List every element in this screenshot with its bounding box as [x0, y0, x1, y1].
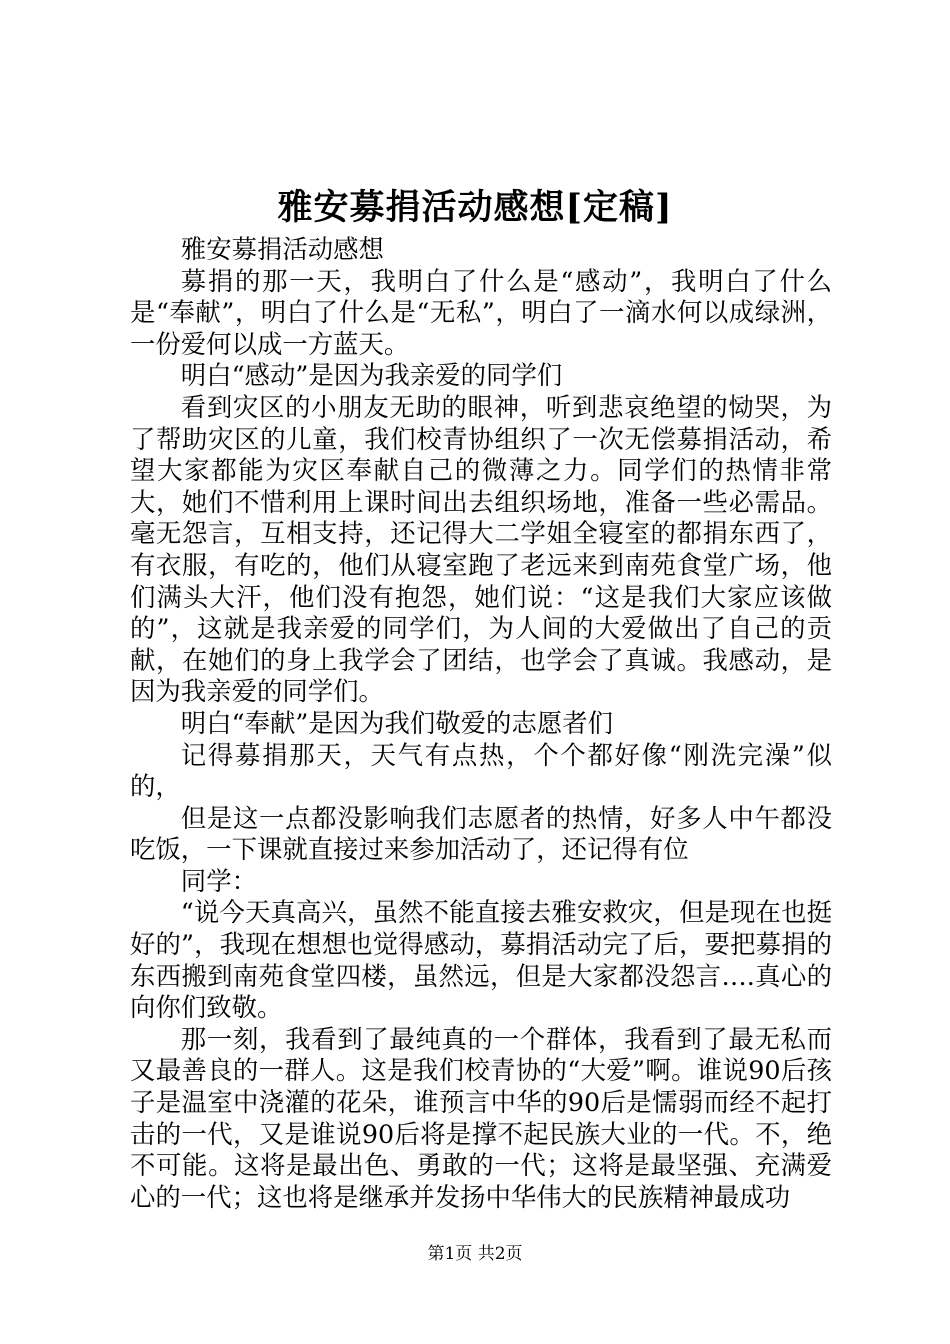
paragraph-heading-moved: 明白“感动”是因为我亲爱的同学们: [180, 360, 563, 391]
paragraph-volunteers: 但是这一点都没影响我们志愿者的热情，好多人中午都没吃饭，一下课就直接过来参加活动了，还记得有位: [130, 802, 832, 865]
paragraph-hot-day: 记得募捐那天，天气有点热，个个都好像“刚洗完澡”似的，: [130, 739, 832, 802]
document-body: [130, 234, 832, 1213]
paragraph-subtitle: 雅安募捐活动感想: [180, 234, 384, 264]
paragraph-heading-dedication: 明白“奉献”是因为我们敬爱的志愿者们: [180, 707, 614, 738]
paragraph-moment: 那一刻，我看到了最纯真的一个群体，我看到了最无私而又最善良的一群人。这是我们校青协的“大爱”啊。谁说90后孩子是温室中浇灌的花朵，谁预言中华的90后是懦弱而经不起打击的一代，又是谁说90后将是撑不起民族大业的一代。不，绝不可能。这将是最出色、勇敢的一代；这将是最坚强、充满爱心的一代；这也将是继承并发扬中华伟大的民族精神最成功: [130, 1023, 832, 1212]
document-title: 雅安募捐活动感想[定稿]: [277, 187, 673, 228]
paragraph-classmate-label: 同学：: [180, 865, 257, 896]
paragraph-classmates: 看到灾区的小朋友无助的眼神，听到悲哀绝望的恸哭，为了帮助灾区的儿童，我们校青协组织了一次无偿募捐活动，希望大家都能为灾区奉献自己的微薄之力。同学们的热情非常大，她们不惜利用上课时间出去组织场地，准备一些必需品。毫无怨言，互相支持，还记得大二学姐全寝室的都捐东西了，有衣服，有吃的，他们从寝室跑了老远来到南苑食堂广场，他们满头大汗，他们没有抱怨，她们说：“这是我们大家应该做的”，这就是我亲爱的同学们，为人间的大爱做出了自己的贡献，在她们的身上我学会了团结，也学会了真诚。我感动，是因为我亲爱的同学们。: [130, 391, 832, 707]
paragraph-intro: 募捐的那一天，我明白了什么是“感动”，我明白了什么是“奉献”，明白了什么是“无私”，明白了一滴水何以成绿洲，一份爱何以成一方蓝天。: [130, 265, 832, 359]
page-number-footer: 第1页 共2页: [427, 1244, 523, 1264]
paragraph-quote: “说今天真高兴，虽然不能直接去雅安救灾，但是现在也挺好的”，我现在想想也觉得感动，募捐活动完了后，要把募捐的东西搬到南苑食堂四楼，虽然远，但是大家都没怨言….真心的向你们致敬。: [130, 897, 832, 1023]
